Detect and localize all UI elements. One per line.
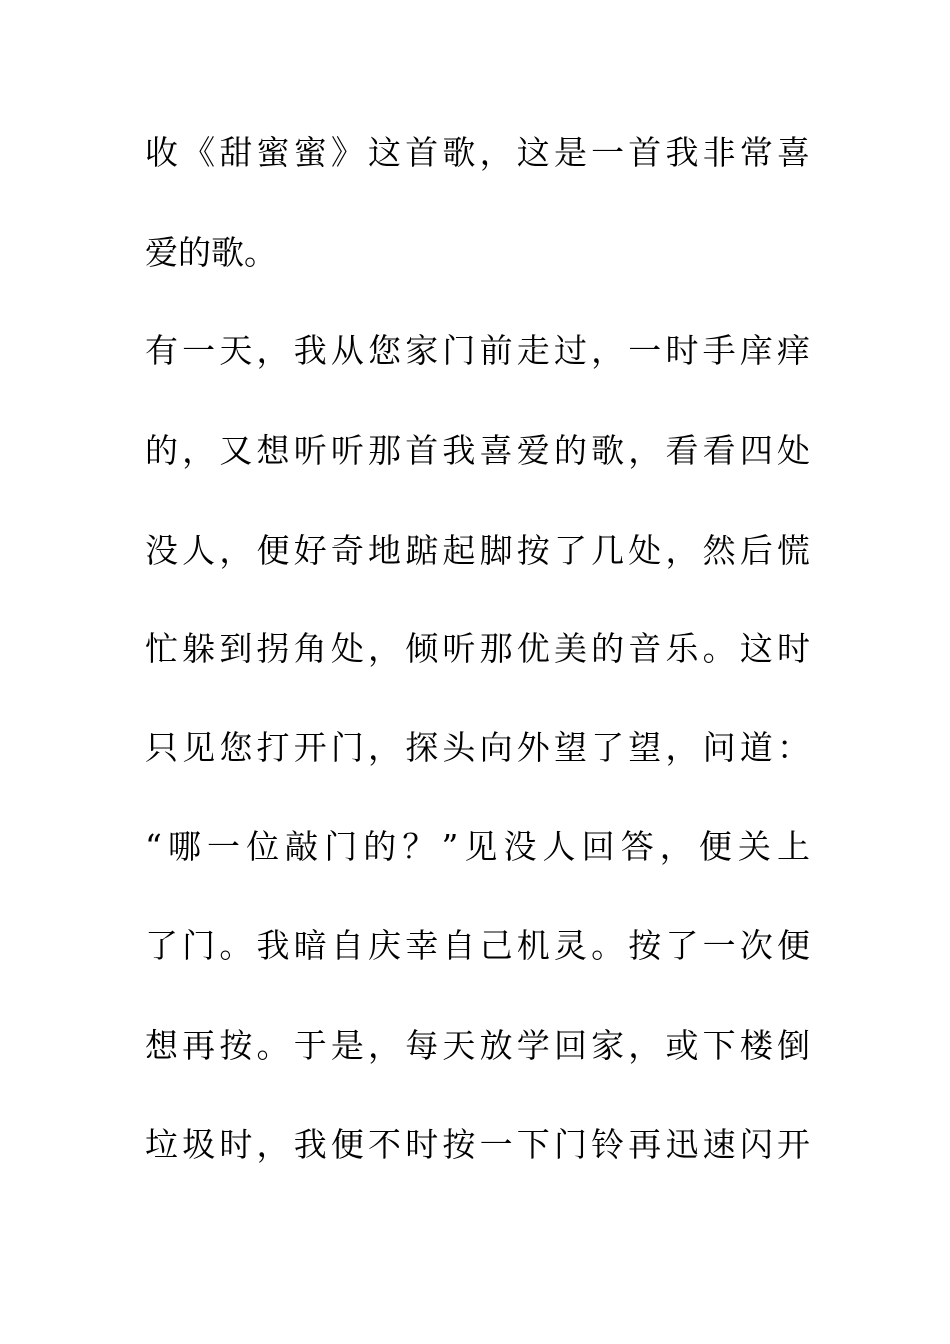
text-line-7: 只见您打开门，探头向外望了望，问道： <box>145 728 810 767</box>
text-line-4: 的，又想听听那首我喜爱的歌，看看四处 <box>145 431 810 470</box>
text-line-5: 没人，便好奇地踮起脚按了几处，然后慌 <box>145 531 810 570</box>
text-line-8: “哪一位敲门的？”见没人回答，便关上 <box>145 827 810 866</box>
text-line-3: 有一天，我从您家门前走过，一时手庠痒 <box>145 331 810 370</box>
text-line-11: 垃圾时，我便不时按一下门铃再迅速闪开 <box>145 1125 810 1164</box>
text-line-10: 想再按。于是，每天放学回家，或下楼倒 <box>145 1026 810 1065</box>
text-line-9: 了门。我暗自庆幸自己机灵。按了一次便 <box>145 926 810 965</box>
text-line-1: 收《甜蜜蜜》这首歌，这是一首我非常喜 <box>145 133 810 172</box>
text-line-2: 爱的歌。 <box>145 233 277 272</box>
text-line-6: 忙躲到拐角处，倾听那优美的音乐。这时 <box>145 629 810 668</box>
